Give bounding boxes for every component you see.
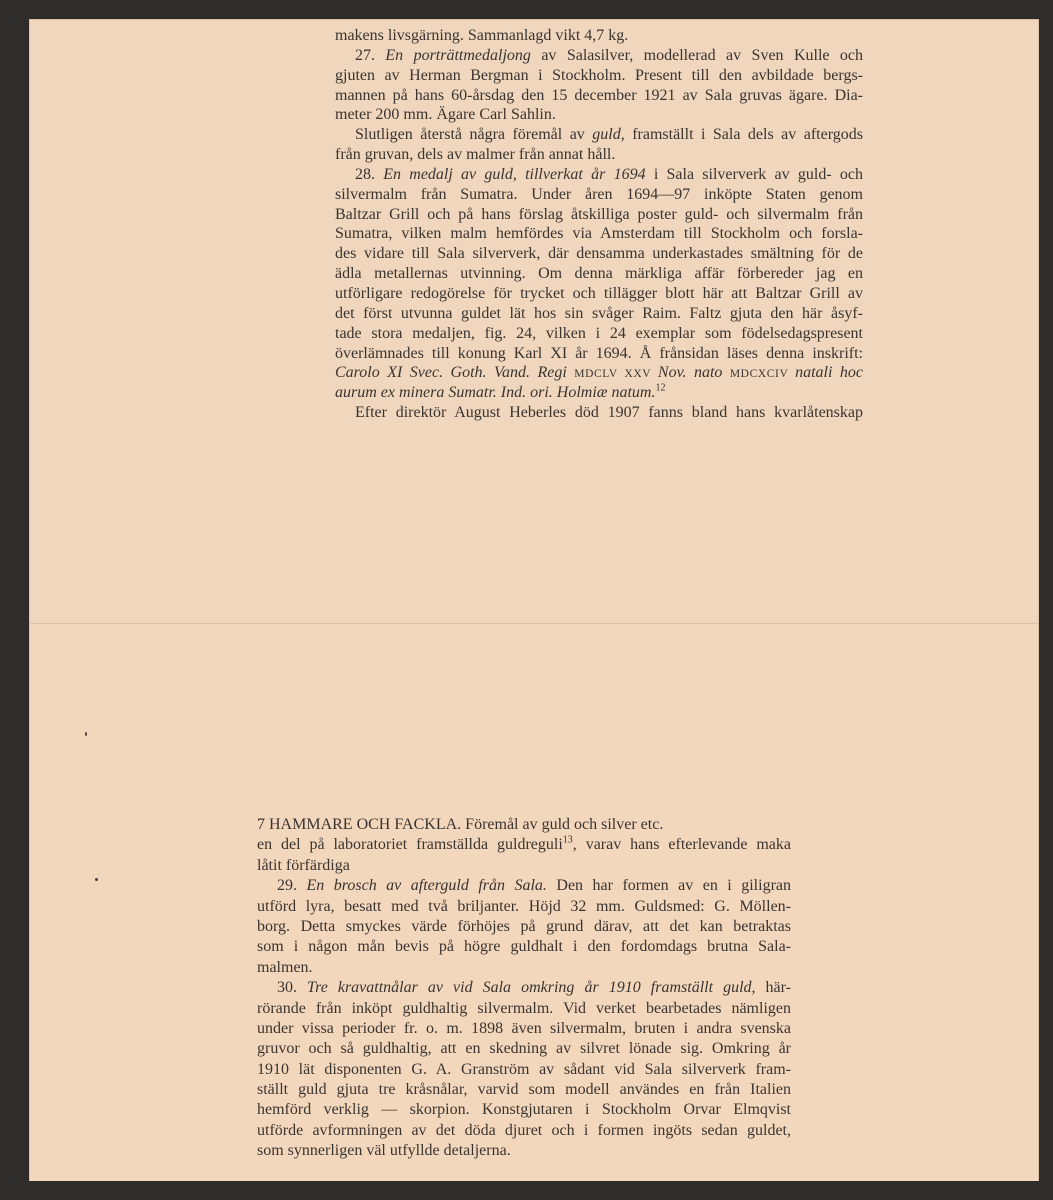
text-segment: ädla metallernas utvinning. Om denna märkliga affär förbereder jag en	[335, 265, 863, 283]
text-segment: MDCLV XXV	[574, 368, 658, 381]
text-line	[335, 66, 863, 86]
text-line	[335, 403, 863, 423]
text-segment: rörande från inköpt guldhaltig silvermalm. Vid verket bearbetades nämligen	[257, 999, 791, 1017]
lower-text-block	[257, 815, 791, 1162]
text-line	[257, 876, 791, 896]
text-line	[257, 897, 791, 917]
text-segment: Den har formen av en i giligran	[546, 877, 791, 895]
text-segment: från gruvan, dels av malmer från annat håll.	[335, 146, 616, 164]
text-segment: under vissa perioder fr. o. m. 1898 även silvermalm, bruten i andra svenska	[257, 1019, 791, 1037]
scanned-page	[30, 20, 1038, 1180]
text-line	[257, 1039, 791, 1059]
text-segment: överlämnades till konung Karl XI år 1694. Å frånsidan läses denna inskrift:	[335, 344, 863, 362]
text-line	[257, 856, 791, 876]
text-segment: ställt guld gjuta tre kråsnålar, varvid som modell användes en från Italien	[257, 1081, 791, 1099]
text-line	[257, 917, 791, 937]
text-segment: Baltzar Grill och på hans förslag åtskilliga poster guld- och silvermalm från	[335, 205, 863, 223]
text-line	[335, 383, 863, 403]
text-line	[335, 145, 863, 165]
text-line	[335, 224, 863, 244]
text-line	[335, 165, 863, 185]
text-line	[257, 1019, 791, 1039]
text-line	[257, 999, 791, 1019]
text-segment: , varav hans efterlevande maka	[572, 836, 792, 854]
italic-text: guld,	[592, 126, 625, 144]
text-segment: meter 200 mm. Ägare Carl Sahlin.	[335, 106, 556, 124]
text-segment: utförd lyra, besatt med två briljanter. Höjd 32 mm. Guldsmed: G. Möllen-	[257, 897, 791, 915]
text-segment: 28.	[355, 165, 384, 183]
text-segment: det först utvunna guldet lät hos sin svåger Raim. Faltz gjuta den här åsyf-	[335, 304, 863, 322]
text-segment: borg. Detta smyckes värde förhöjes på grund därav, att det kan betraktas	[257, 917, 791, 935]
text-segment: av Salasilver, modellerad av Sven Kulle och	[530, 46, 864, 64]
text-segment: Slutligen återstå några föremål av	[355, 126, 593, 144]
text-line	[257, 815, 791, 835]
text-segment: gruvor och så guldhaltig, att en skedning av silvret lönade sig. Omkring år	[257, 1040, 791, 1058]
text-segment: 30.	[277, 979, 308, 997]
italic-text: Tre kravattnålar av vid Sala omkring år 1910 framställt guld,	[307, 979, 756, 997]
text-segment: här-	[755, 979, 791, 997]
text-segment: 7 HAMMARE OCH FACKLA. Föremål av guld och silver etc.	[257, 816, 664, 833]
text-segment: Sumatra, vilken malm hemfördes via Amsterdam till Stockholm och forsla-	[335, 225, 863, 243]
text-segment: 1910 lät disponenten G. A. Granström av sådant vid Sala silververk fram-	[257, 1060, 791, 1078]
text-segment: i Sala silververk av guld- och	[645, 165, 863, 183]
footnote-ref: 12	[655, 382, 666, 394]
text-segment: utförde avformningen av det döda djuret och i formen ingöts sedan guldet,	[257, 1121, 791, 1139]
text-line	[257, 958, 791, 978]
text-line	[257, 1121, 791, 1141]
text-segment: låtit förfärdiga	[257, 856, 350, 874]
text-segment: mannen på hans 60-årsdag den 15 december 1921 av Sala gruvas ägare. Dia-	[335, 86, 863, 104]
text-segment: framställt i Sala dels av aftergods	[624, 126, 863, 144]
italic-text: En brosch av afterguld från Sala.	[306, 877, 547, 895]
text-line	[335, 264, 863, 284]
text-segment: MDCXCIV	[729, 368, 796, 381]
text-line	[335, 105, 863, 125]
text-segment: 27.	[355, 46, 386, 64]
text-segment: gjuten av Herman Bergman i Stockholm. Present till den avbildade bergs-	[335, 66, 863, 84]
text-line	[257, 937, 791, 957]
text-segment: Efter direktör August Heberles död 1907 fanns bland hans kvarlåtenskap	[355, 404, 863, 422]
footnote-ref: 13	[562, 835, 573, 847]
text-segment: utförligare redogörelse för trycket och tillägger blott här att Baltzar Grill av	[335, 284, 863, 302]
text-segment: malmen.	[257, 958, 313, 976]
text-line	[257, 835, 791, 855]
italic-text: aurum ex minera Sumatr. Ind. ori. Holmiæ natum.	[335, 384, 656, 402]
text-line	[257, 1100, 791, 1120]
italic-text: En porträttmedaljong	[385, 46, 531, 64]
text-line	[335, 324, 863, 344]
italic-text: natali hoc	[795, 364, 864, 382]
italic-text: Nov. nato	[657, 364, 730, 382]
text-segment: som i någon mån bevis på högre guldhalt i den fordomdags brutna Sala-	[257, 938, 791, 956]
text-line	[335, 125, 863, 145]
text-line	[335, 344, 863, 364]
italic-text: Carolo XI Svec. Goth. Vand. Regi	[335, 364, 575, 382]
text-line	[335, 363, 863, 383]
text-segment: som synnerligen väl utfyllde detaljerna.	[257, 1142, 511, 1160]
text-line	[335, 304, 863, 324]
text-line	[257, 978, 791, 998]
text-line	[335, 46, 863, 66]
text-line	[335, 284, 863, 304]
text-line	[335, 185, 863, 205]
text-line	[257, 1141, 791, 1161]
text-line	[335, 205, 863, 225]
text-segment: makens livsgärning. Sammanlagd vikt 4,7 kg.	[335, 27, 629, 44]
text-segment: des vidare till Sala silververk, där densamma underkastades smältning för de	[335, 245, 863, 263]
text-line	[257, 1080, 791, 1100]
text-segment: 29.	[277, 877, 307, 895]
paper-mark	[85, 732, 87, 736]
text-segment: en del på laboratoriet framställda guldreguli	[257, 836, 563, 854]
italic-text: En medalj av guld, tillverkat år 1694	[383, 165, 646, 183]
text-segment: tade stora medaljen, fig. 24, vilken i 24 exemplar som födelsedagspresent	[335, 324, 863, 342]
text-segment: silvermalm från Sumatra. Under åren 1694—97 inköpte Staten genom	[335, 185, 863, 203]
text-line	[335, 86, 863, 106]
upper-text-block	[335, 26, 863, 423]
paper-mark	[95, 878, 98, 881]
text-line	[335, 26, 863, 46]
text-line	[257, 1060, 791, 1080]
text-line	[335, 244, 863, 264]
text-segment: hemförd verklig — skorpion. Konstgjutaren i Stockholm Orvar Elmqvist	[257, 1101, 791, 1119]
